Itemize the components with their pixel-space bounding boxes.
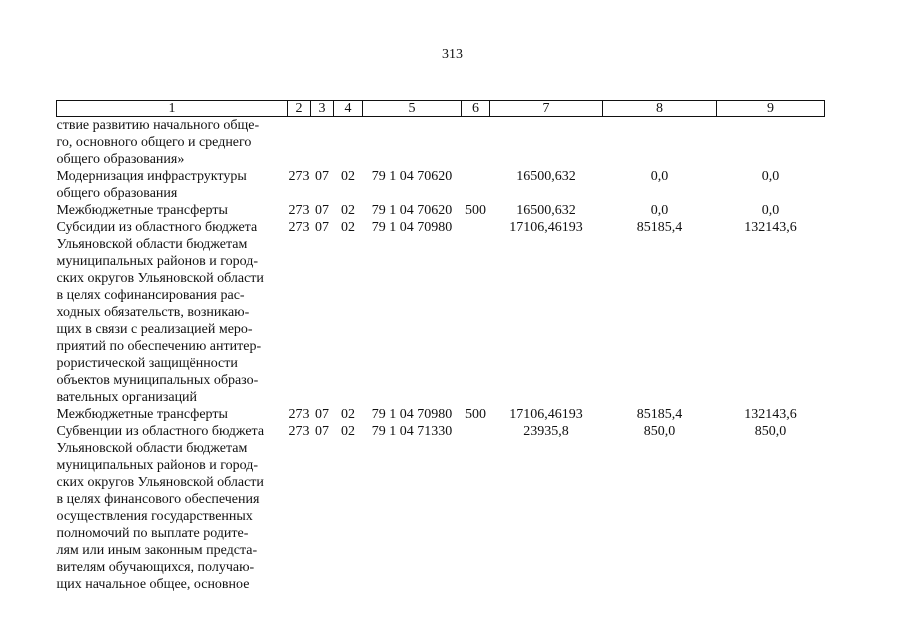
- description-line: щих в связи с реализацией меро-: [56, 322, 253, 337]
- description-line: Модернизация инфраструктуры: [56, 169, 247, 184]
- header-col-4: 4: [334, 101, 363, 117]
- cell-target-item: 79 1 04 70980: [371, 407, 453, 422]
- description-line: Субвенции из областного бюджета: [56, 424, 265, 439]
- cell-amount-8: 0,0: [650, 169, 669, 184]
- cell-section: 07: [315, 220, 329, 235]
- header-col-5: 5: [363, 101, 462, 117]
- cell-amount-9: [717, 117, 825, 169]
- header-col-7: 7: [490, 101, 603, 117]
- table-row: [57, 219, 825, 406]
- description-line: рористической защищённости: [56, 356, 238, 371]
- cell-amount-9: 850,0: [754, 424, 787, 439]
- header-col-2: 2: [288, 101, 311, 117]
- page-number: 313: [442, 47, 463, 62]
- cell-section: 07: [315, 169, 329, 184]
- description-line: Ульяновской области бюджетам: [56, 441, 248, 456]
- cell-section: 07: [315, 203, 329, 218]
- description-line: ских округов Ульяновской области: [56, 475, 264, 490]
- description-line: лям или иным законным предста-: [56, 543, 258, 558]
- budget-table: [56, 100, 825, 593]
- cell-amount-8: 85185,4: [636, 220, 683, 235]
- cell-amount-7: 17106,46193: [509, 407, 583, 422]
- cell-section: 07: [315, 424, 329, 439]
- description-line: Межбюджетные трансферты: [56, 407, 228, 422]
- cell-amount-9: 132143,6: [744, 407, 797, 422]
- cell-subsection: 02: [341, 169, 355, 184]
- cell-target-item: 79 1 04 70620: [371, 169, 453, 184]
- cell-description: [57, 202, 288, 219]
- description-line: в целях софинансирования рас-: [56, 288, 245, 303]
- cell-ministry-code: 273: [288, 424, 310, 439]
- description-line: приятий по обеспечению антитер-: [56, 339, 262, 354]
- cell-description: [57, 168, 288, 202]
- header-col-8: 8: [603, 101, 717, 117]
- cell-ministry-code: [288, 117, 311, 169]
- cell-amount-8: [603, 117, 717, 169]
- description-line: щих начальное общее, основное: [56, 577, 250, 592]
- table-row: [57, 406, 825, 423]
- cell-amount-7: [490, 117, 603, 169]
- cell-subsection: 02: [341, 407, 355, 422]
- cell-amount-7: 23935,8: [523, 424, 569, 439]
- cell-amount-7: 16500,632: [516, 169, 576, 184]
- table-row: [57, 117, 825, 169]
- cell-amount-9: 132143,6: [744, 220, 797, 235]
- cell-subsection: 02: [341, 203, 355, 218]
- cell-description: [57, 219, 288, 406]
- cell-amount-8: 850,0: [643, 424, 676, 439]
- table-row: [57, 423, 825, 593]
- cell-ministry-code: 273: [288, 407, 310, 422]
- description-line: объектов муниципальных образо-: [56, 373, 259, 388]
- cell-ministry-code: 273: [288, 203, 310, 218]
- description-line: общего образования»: [56, 152, 185, 167]
- description-line: муниципальных районов и город-: [56, 254, 259, 269]
- description-line: ствие развитию начального обще-: [56, 118, 260, 133]
- description-line: осуществления государственных: [56, 509, 253, 524]
- table-row: [57, 202, 825, 219]
- table-header: [57, 101, 825, 117]
- cell-section: [311, 117, 334, 169]
- cell-target-item: [363, 117, 462, 169]
- header-col-9: 9: [717, 101, 825, 117]
- header-row: [57, 101, 825, 117]
- table-row: [57, 168, 825, 202]
- cell-amount-9: 0,0: [761, 169, 780, 184]
- cell-section: 07: [315, 407, 329, 422]
- cell-subsection: 02: [341, 424, 355, 439]
- cell-target-item: 79 1 04 70980: [371, 220, 453, 235]
- cell-amount-9: 0,0: [761, 203, 780, 218]
- cell-expense-type: [462, 168, 490, 202]
- cell-subsection: [334, 117, 363, 169]
- description-line: вательных организаций: [56, 390, 198, 405]
- cell-expense-type: 500: [465, 203, 486, 218]
- cell-amount-8: 85185,4: [636, 407, 683, 422]
- header-col-1: 1: [57, 101, 288, 117]
- description-line: муниципальных районов и город-: [56, 458, 259, 473]
- cell-subsection: 02: [341, 220, 355, 235]
- cell-description: [57, 117, 288, 169]
- header-col-3: 3: [311, 101, 334, 117]
- description-line: го, основного общего и среднего: [56, 135, 252, 150]
- cell-ministry-code: 273: [288, 220, 310, 235]
- table-body: [57, 117, 825, 594]
- description-line: общего образования: [56, 186, 178, 201]
- cell-expense-type: [462, 117, 490, 169]
- description-line: в целях финансового обеспечения: [56, 492, 260, 507]
- cell-expense-type: [462, 219, 490, 406]
- description-line: Межбюджетные трансферты: [56, 203, 228, 218]
- cell-expense-type: 500: [465, 407, 486, 422]
- cell-amount-7: 16500,632: [516, 203, 576, 218]
- description-line: Ульяновской области бюджетам: [56, 237, 248, 252]
- cell-ministry-code: 273: [288, 169, 310, 184]
- cell-expense-type: [462, 423, 490, 593]
- description-line: полномочий по выплате родите-: [56, 526, 249, 541]
- cell-amount-8: 0,0: [650, 203, 669, 218]
- header-col-6: 6: [462, 101, 490, 117]
- description-line: вителям обучающихся, получаю-: [56, 560, 255, 575]
- cell-description: [57, 406, 288, 423]
- cell-target-item: 79 1 04 70620: [371, 203, 453, 218]
- cell-amount-7: 17106,46193: [509, 220, 583, 235]
- description-line: ходных обязательств, возникаю-: [56, 305, 250, 320]
- cell-description: [57, 423, 288, 593]
- cell-target-item: 79 1 04 71330: [371, 424, 453, 439]
- description-line: Субсидии из областного бюджета: [56, 220, 258, 235]
- description-line: ских округов Ульяновской области: [56, 271, 264, 286]
